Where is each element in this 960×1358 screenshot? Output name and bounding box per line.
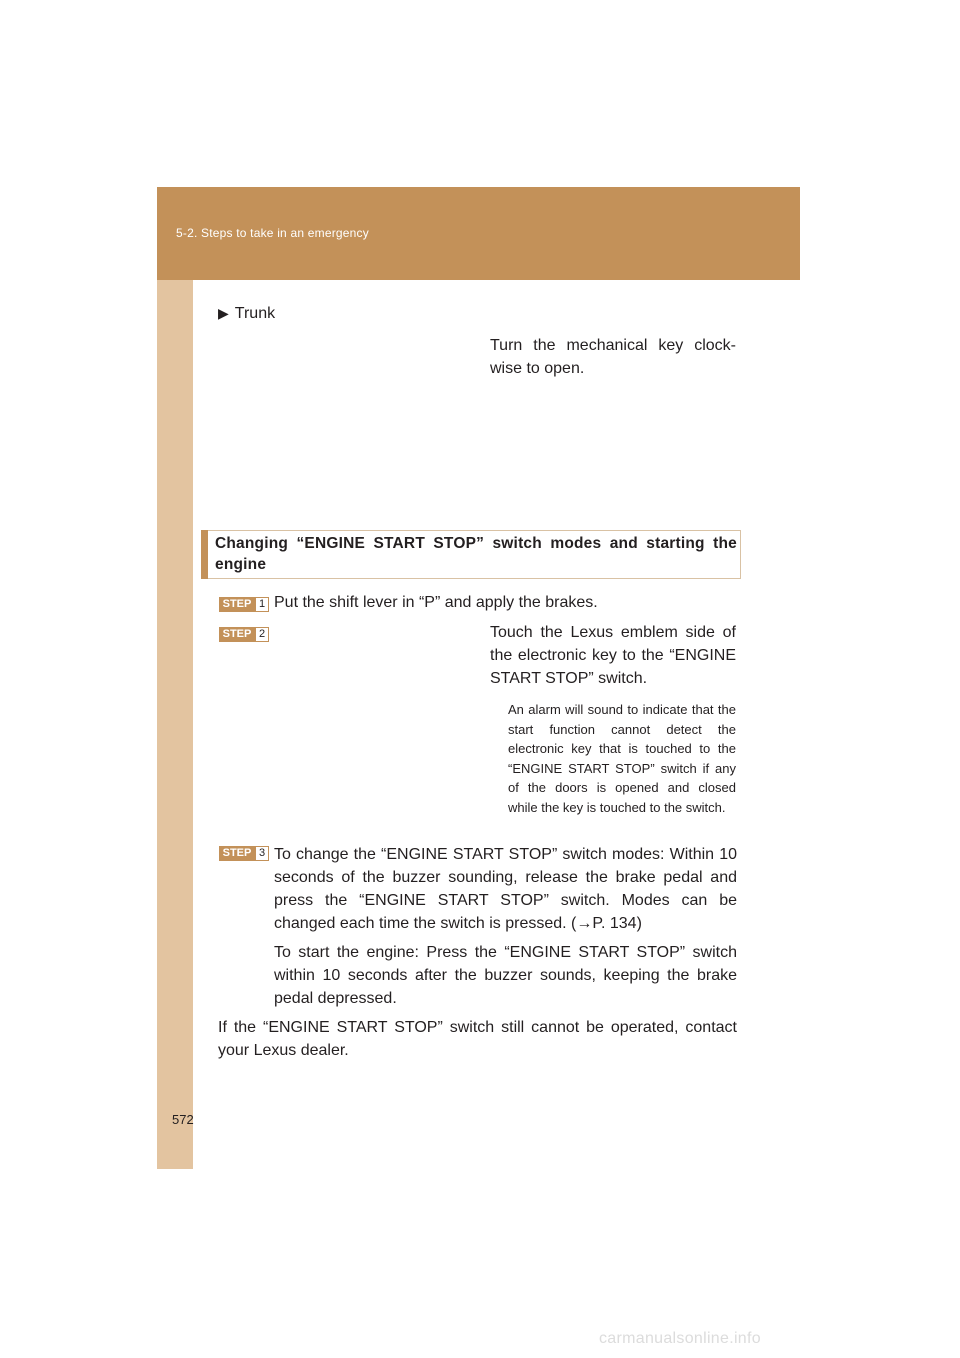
section-heading-accent bbox=[201, 530, 208, 579]
step-2-badge bbox=[219, 627, 269, 642]
start-engine-paragraph: To start the engine: Press the “ENGINE START STOP” switch within 10 seconds after the buzzer sounds, keeping the brake pedal depressed. bbox=[274, 944, 737, 1007]
step-label: STEP bbox=[219, 627, 255, 642]
step-3-text bbox=[274, 843, 737, 1010]
trunk-label: Trunk bbox=[234, 305, 276, 322]
step-2-text: Touch the Lexus emblem side of the electronic key to the “ENGINE START STOP” switch. bbox=[490, 624, 736, 687]
side-band bbox=[157, 187, 193, 1169]
step-number: 3 bbox=[255, 846, 269, 861]
trunk-instructions: Turn the mechanical key clock- wise to open. bbox=[490, 337, 736, 377]
trunk-item bbox=[218, 305, 275, 323]
section-heading: Changing “ENGINE START STOP” switch modes and starting the engine bbox=[215, 535, 737, 573]
watermark: carmanualsonline.info bbox=[599, 1330, 761, 1347]
page-number: 572 bbox=[172, 1112, 194, 1127]
step-3-badge bbox=[219, 846, 269, 861]
section-title: 5-2. Steps to take in an emergency bbox=[176, 226, 369, 240]
triangle-bullet-icon: ▶ bbox=[218, 305, 229, 321]
alarm-note: An alarm will sound to indicate that the start function cannot detect the electronic key that is touched to the “ENGINE START STOP” switch if any of the doors is opened and closed while the key is touched to the switch. bbox=[508, 702, 736, 815]
step-number: 2 bbox=[255, 627, 269, 642]
step-number: 1 bbox=[255, 597, 269, 612]
contact-dealer-text: If the “ENGINE START STOP” switch still cannot be operated, contact your Lexus dealer. bbox=[218, 1019, 737, 1059]
step-label: STEP bbox=[219, 846, 255, 861]
step-1-text: Put the shift lever in “P” and apply the brakes. bbox=[274, 594, 598, 611]
step-1-badge bbox=[219, 597, 269, 612]
change-modes-paragraph: To change the “ENGINE START STOP” switch modes: Within 10 seconds of the buzzer sounding, release the brake pedal and press the “ENGINE START STOP” switch. Modes can be changed each time the switch is pressed. (→P. 134) bbox=[274, 846, 737, 932]
step-label: STEP bbox=[219, 597, 255, 612]
